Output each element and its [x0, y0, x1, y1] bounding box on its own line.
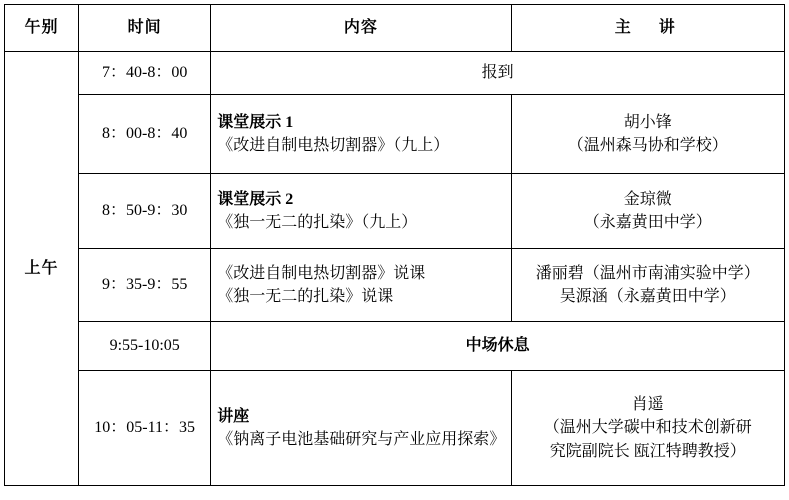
speaker-name: 肖遥: [631, 396, 664, 414]
time-cell: 8：00-8：40: [79, 95, 211, 174]
schedule-table: [4, 4, 785, 486]
table-row: [5, 95, 785, 174]
session-label-cell: 上午: [5, 52, 79, 486]
header-content: 内容: [211, 5, 511, 52]
content-title: 课堂展示 1: [217, 113, 294, 131]
content-cell: [211, 371, 511, 486]
header-time: 时间: [79, 5, 211, 52]
time-cell: 10：05-11：35: [79, 371, 211, 486]
time-cell: 7：40-8：00: [79, 52, 211, 95]
speaker-cell: [511, 249, 784, 322]
table-row: [5, 249, 785, 322]
content-cell: [211, 95, 511, 174]
content-subtitle: 《钠离子电池基础研究与产业应用探索》: [217, 431, 506, 448]
content-title: 讲座: [217, 407, 250, 425]
table-row: [5, 52, 785, 95]
content-subtitle: 《独一无二的扎染》说课: [217, 288, 394, 305]
time-cell: 9:55-10:05: [79, 322, 211, 371]
table-header-row: [5, 5, 785, 52]
header-session: 午别: [5, 5, 79, 52]
table-row: [5, 174, 785, 249]
table-row: [5, 371, 785, 486]
speaker-name: 金琼微: [623, 190, 672, 208]
speaker-affiliation-line2: 究院副院长 瓯江特聘教授）: [549, 442, 746, 460]
speaker-affiliation-line1: （温州大学碳中和技术创新研: [543, 419, 752, 437]
full-width-cell: 中场休息: [211, 322, 785, 371]
time-cell: 8：50-9：30: [79, 174, 211, 249]
speaker-cell: [511, 371, 784, 486]
content-cell: [211, 174, 511, 249]
content-cell: [211, 249, 511, 322]
speaker-affiliation: （永嘉黄田中学）: [583, 214, 712, 231]
table-row: [5, 322, 785, 371]
speaker-affiliation: 吴源涵（永嘉黄田中学）: [559, 288, 736, 305]
header-speaker: 主 讲: [511, 5, 784, 52]
speaker-name: 潘丽碧（温州市南浦实验中学）: [535, 264, 760, 282]
content-subtitle: 《独一无二的扎染》（九上）: [217, 214, 418, 231]
speaker-cell: [511, 174, 784, 249]
time-cell: 9：35-9：55: [79, 249, 211, 322]
content-subtitle: 《改进自制电热切割器》（九上）: [217, 137, 450, 154]
content-title: 《改进自制电热切割器》说课: [217, 264, 426, 282]
full-width-cell: 报到: [211, 52, 785, 95]
speaker-name: 胡小锋: [623, 113, 672, 131]
content-title: 课堂展示 2: [217, 190, 294, 208]
speaker-cell: [511, 95, 784, 174]
speaker-affiliation: （温州森马协和学校）: [567, 137, 728, 154]
